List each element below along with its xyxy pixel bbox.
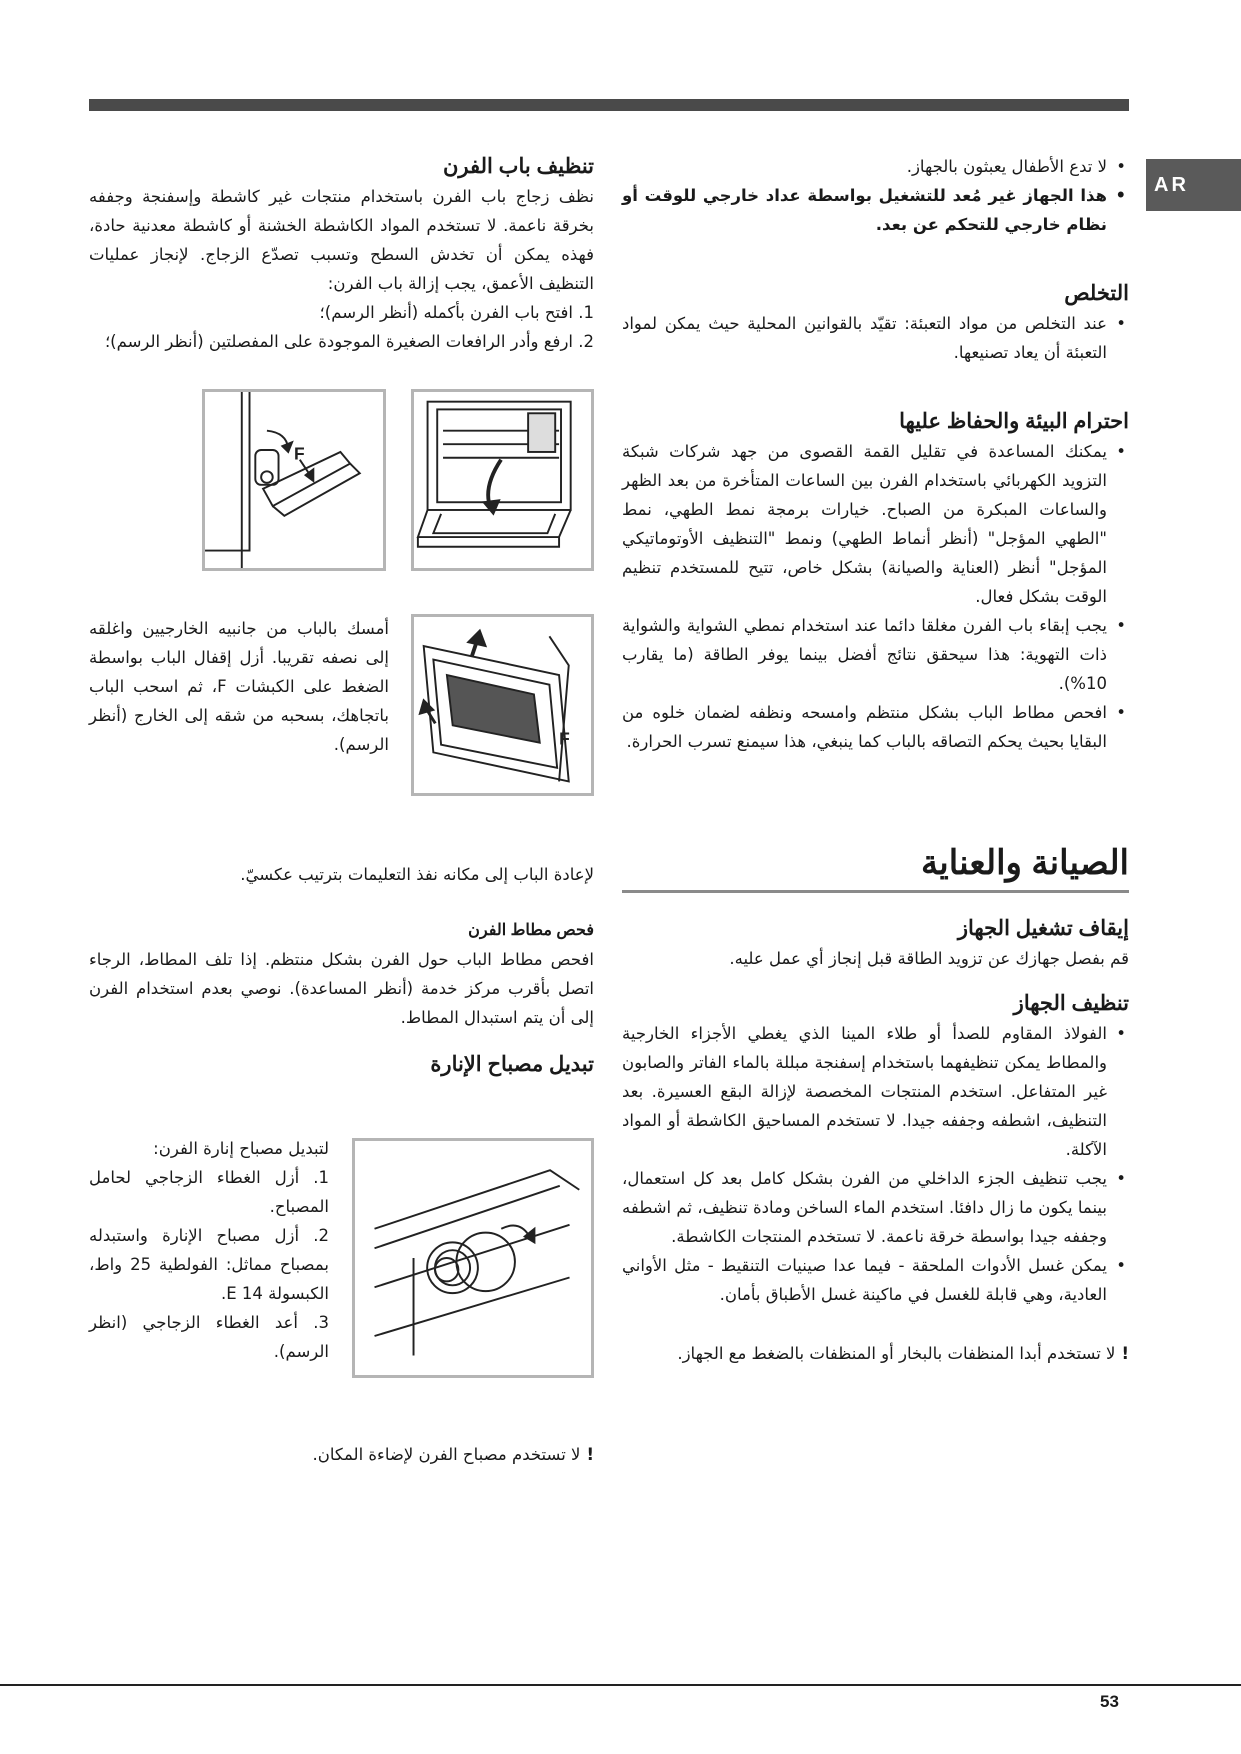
- figure-hinge-lever: [202, 389, 386, 571]
- fig-label-f: F: [294, 443, 305, 464]
- environment-item: • يجب إبقاء باب الفرن مغلقا دائما عند استخدام نمطي الشواية والشواية ذات التهوية: هذا سيحقق نتائج أفضل بينما يوفر الطاقة (ما يقارب 10%).: [622, 611, 1129, 698]
- door-reinstall-text: لإعادة الباب إلى مكانه نفذ التعليمات بترتيب عكسيّ.: [240, 865, 594, 884]
- disposal-heading: التخلص: [1064, 282, 1129, 305]
- remove-door-illustration: [414, 617, 591, 793]
- disposal-list: [622, 309, 1129, 367]
- page-number: 53: [1100, 1692, 1119, 1711]
- shutdown-heading: إيقاف تشغيل الجهاز: [957, 917, 1129, 940]
- lamp-heading: تبديل مصباح الإنارة: [430, 1053, 594, 1076]
- right-column-maintenance: [622, 840, 1129, 886]
- top-rule: [89, 99, 1129, 111]
- lamp-step: 3. أعد الغطاء الزجاجي (انظر الرسم).: [89, 1313, 329, 1361]
- lamp-intro: لتبديل مصباح إنارة الفرن:: [153, 1139, 329, 1158]
- environment-item: • افحص مطاط الباب بشكل منتظم وامسحه ونظفه لضمان خلوه من البقايا بحيث يحكم التصاقه بالباب كما ينبغي، هذا سيمنع تسرب الحرارة.: [622, 698, 1129, 756]
- warning-icon: !: [586, 1445, 594, 1464]
- door-remove-text: أمسك بالباب من جانبيه الخارجيين واغلقه إلى نصفه تقريبا. أزل إقفال الباب بواسطة الضغط على الكبشات F، ثم اسحب الباب باتجاهك، بسحبه من شقه إلى الخارج (أنظر الرسم).: [89, 619, 389, 754]
- warning-icon: !: [1121, 1344, 1129, 1363]
- environment-list: [622, 437, 1129, 756]
- open-door-illustration: [414, 392, 591, 568]
- cleaning-heading: تنظيف الجهاز: [1013, 992, 1129, 1015]
- hinge-illustration: [205, 392, 383, 568]
- environment-heading: احترام البيئة والحفاظ عليها: [899, 410, 1129, 433]
- right-column-upper: [622, 152, 1129, 756]
- lamp-warning-text: لا تستخدم مصباح الفرن لإضاءة المكان.: [312, 1445, 581, 1464]
- warning-external-timer: • هذا الجهاز غير مُعد للتشغيل بواسطة عداد خارجي للوقت أو نظام خارجي للتحكم عن بعد.: [622, 181, 1129, 239]
- warning-children: • لا تدع الأطفال يعبثون بالجهاز.: [622, 152, 1129, 181]
- seal-check-text: افحص مطاط الباب حول الفرن بشكل منتظم. إذا تلف المطاط، الرجاء اتصل بأقرب مركز خدمة (أنظر المساعدة). نوصي بعدم استخدام الفرن إلى أن يتم استبدال المطاط.: [89, 950, 594, 1027]
- figure-remove-door: [411, 614, 594, 796]
- cleaning-item: • يمكن غسل الأدوات الملحقة - فيما عدا صينيات التنقيط - مثل الأواني العادية، وهي قابلة للغسل في ماكينة غسل الأطباق بأمان.: [622, 1251, 1129, 1309]
- fig-label-f-2: F: [559, 728, 570, 749]
- steam-cleaner-warning-text: لا تستخدم أبدا المنظفات بالبخار أو المنظفات بالضغط مع الجهاز.: [677, 1344, 1116, 1363]
- seal-check-heading: فحص مطاط الفرن: [468, 922, 594, 939]
- lamp-illustration: [355, 1141, 591, 1375]
- door-step: 1. افتح باب الفرن بأكمله (أنظر الرسم)؛: [319, 303, 594, 322]
- maintenance-title: الصيانة والعناية: [921, 844, 1129, 882]
- door-steps: [89, 298, 594, 356]
- steam-cleaner-warning: [622, 1339, 1129, 1368]
- disposal-item: • عند التخلص من مواد التعبئة: تقيّد بالقوانين المحلية حيث يمكن لمواد التعبئة أن يعاد تصنيعها.: [622, 309, 1129, 367]
- cleaning-item: • يجب تنظيف الجزء الداخلي من الفرن بشكل كامل بعد كل استعمال، بينما يكون ما زال دافئا. استخدم الماء الساخن ومادة تنظيف، ثم اشطفه وجففه جيدا بواسطة خرقة ناعمة. لا تستخدم المنتجات الكاشطة.: [622, 1164, 1129, 1251]
- lamp-instructions: [89, 1134, 329, 1366]
- left-column-upper: [89, 152, 594, 356]
- lamp-step: 2. أزل مصباح الإنارة واستبدله بمصباح مماثل: الفولطية 25 واط، الكبسولة E 14.: [89, 1226, 329, 1303]
- door-cleaning-heading: تنظيف باب الفرن: [442, 155, 594, 178]
- footer-rule: [0, 1684, 1241, 1686]
- left-column-middle: [89, 860, 594, 1080]
- door-cleaning-text: نظف زجاج باب الفرن باستخدام منتجات غير كاشطة وإسفنجة وجففه بخرقة ناعمة. لا تستخدم المواد الكاشطة الخشنة أو كاشطة معدنية حادة، فهذه يمكن أن تخدش السطح وتسبب تصدّع الزجاج. لإنجاز عمليات التنظيف الأعمق، يجب إزالة باب الفرن:: [89, 187, 594, 293]
- environment-item: • يمكنك المساعدة في تقليل القمة القصوى من جهد شركات شبكة التزويد الكهربائي باستخدام الفرن بين الساعات المتأخرة من بعد الظهر والساعات المبكرة من الصباح. خيارات برمجة نمط الطهي، نمط "الطهي المؤجل" (أنظر أنماط الطهي) ونمط "التنظيف الأوتوماتيكي المؤجل" أنظر (العناية والصيانة) بشكل خاص، تتيح للمستخدم تنظيم الوقت بشكل فعال.: [622, 437, 1129, 611]
- shutdown-text: قم بفصل جهازك عن تزويد الطاقة قبل إنجاز أي عمل عليه.: [729, 949, 1129, 968]
- language-tab: AR: [1146, 159, 1241, 211]
- door-step: 2. ارفع وأدر الرافعات الصغيرة الموجودة على المفصلتين (أنظر الرسم)؛: [104, 332, 594, 351]
- safety-warnings: [622, 152, 1129, 239]
- figure-open-door: [411, 389, 594, 571]
- maintenance-title-rule: [622, 890, 1129, 893]
- lamp-steps: [89, 1163, 329, 1366]
- figure-lamp-cover: [352, 1138, 594, 1378]
- right-column-maintenance-body: [622, 914, 1129, 1368]
- lamp-step: 1. أزل الغطاء الزجاجي لحامل المصباح.: [89, 1168, 329, 1216]
- cleaning-item: • الفولاذ المقاوم للصدأ أو طلاء المينا الذي يغطي الأجزاء الخارجية والمطاط يمكن تنظيفهما باستخدام إسفنجة مبللة بالماء الفاتر والصابون غير المتفاعل. استخدم المنتجات المخصصة لإزالة البقع العسيرة. بعد التنظيف، اشطفه وجففه جيدا. لا تستخدم المساحيق الكاشطة أو المواد الآكلة.: [622, 1019, 1129, 1164]
- cleaning-list: [622, 1019, 1129, 1309]
- lamp-warning: [89, 1440, 594, 1469]
